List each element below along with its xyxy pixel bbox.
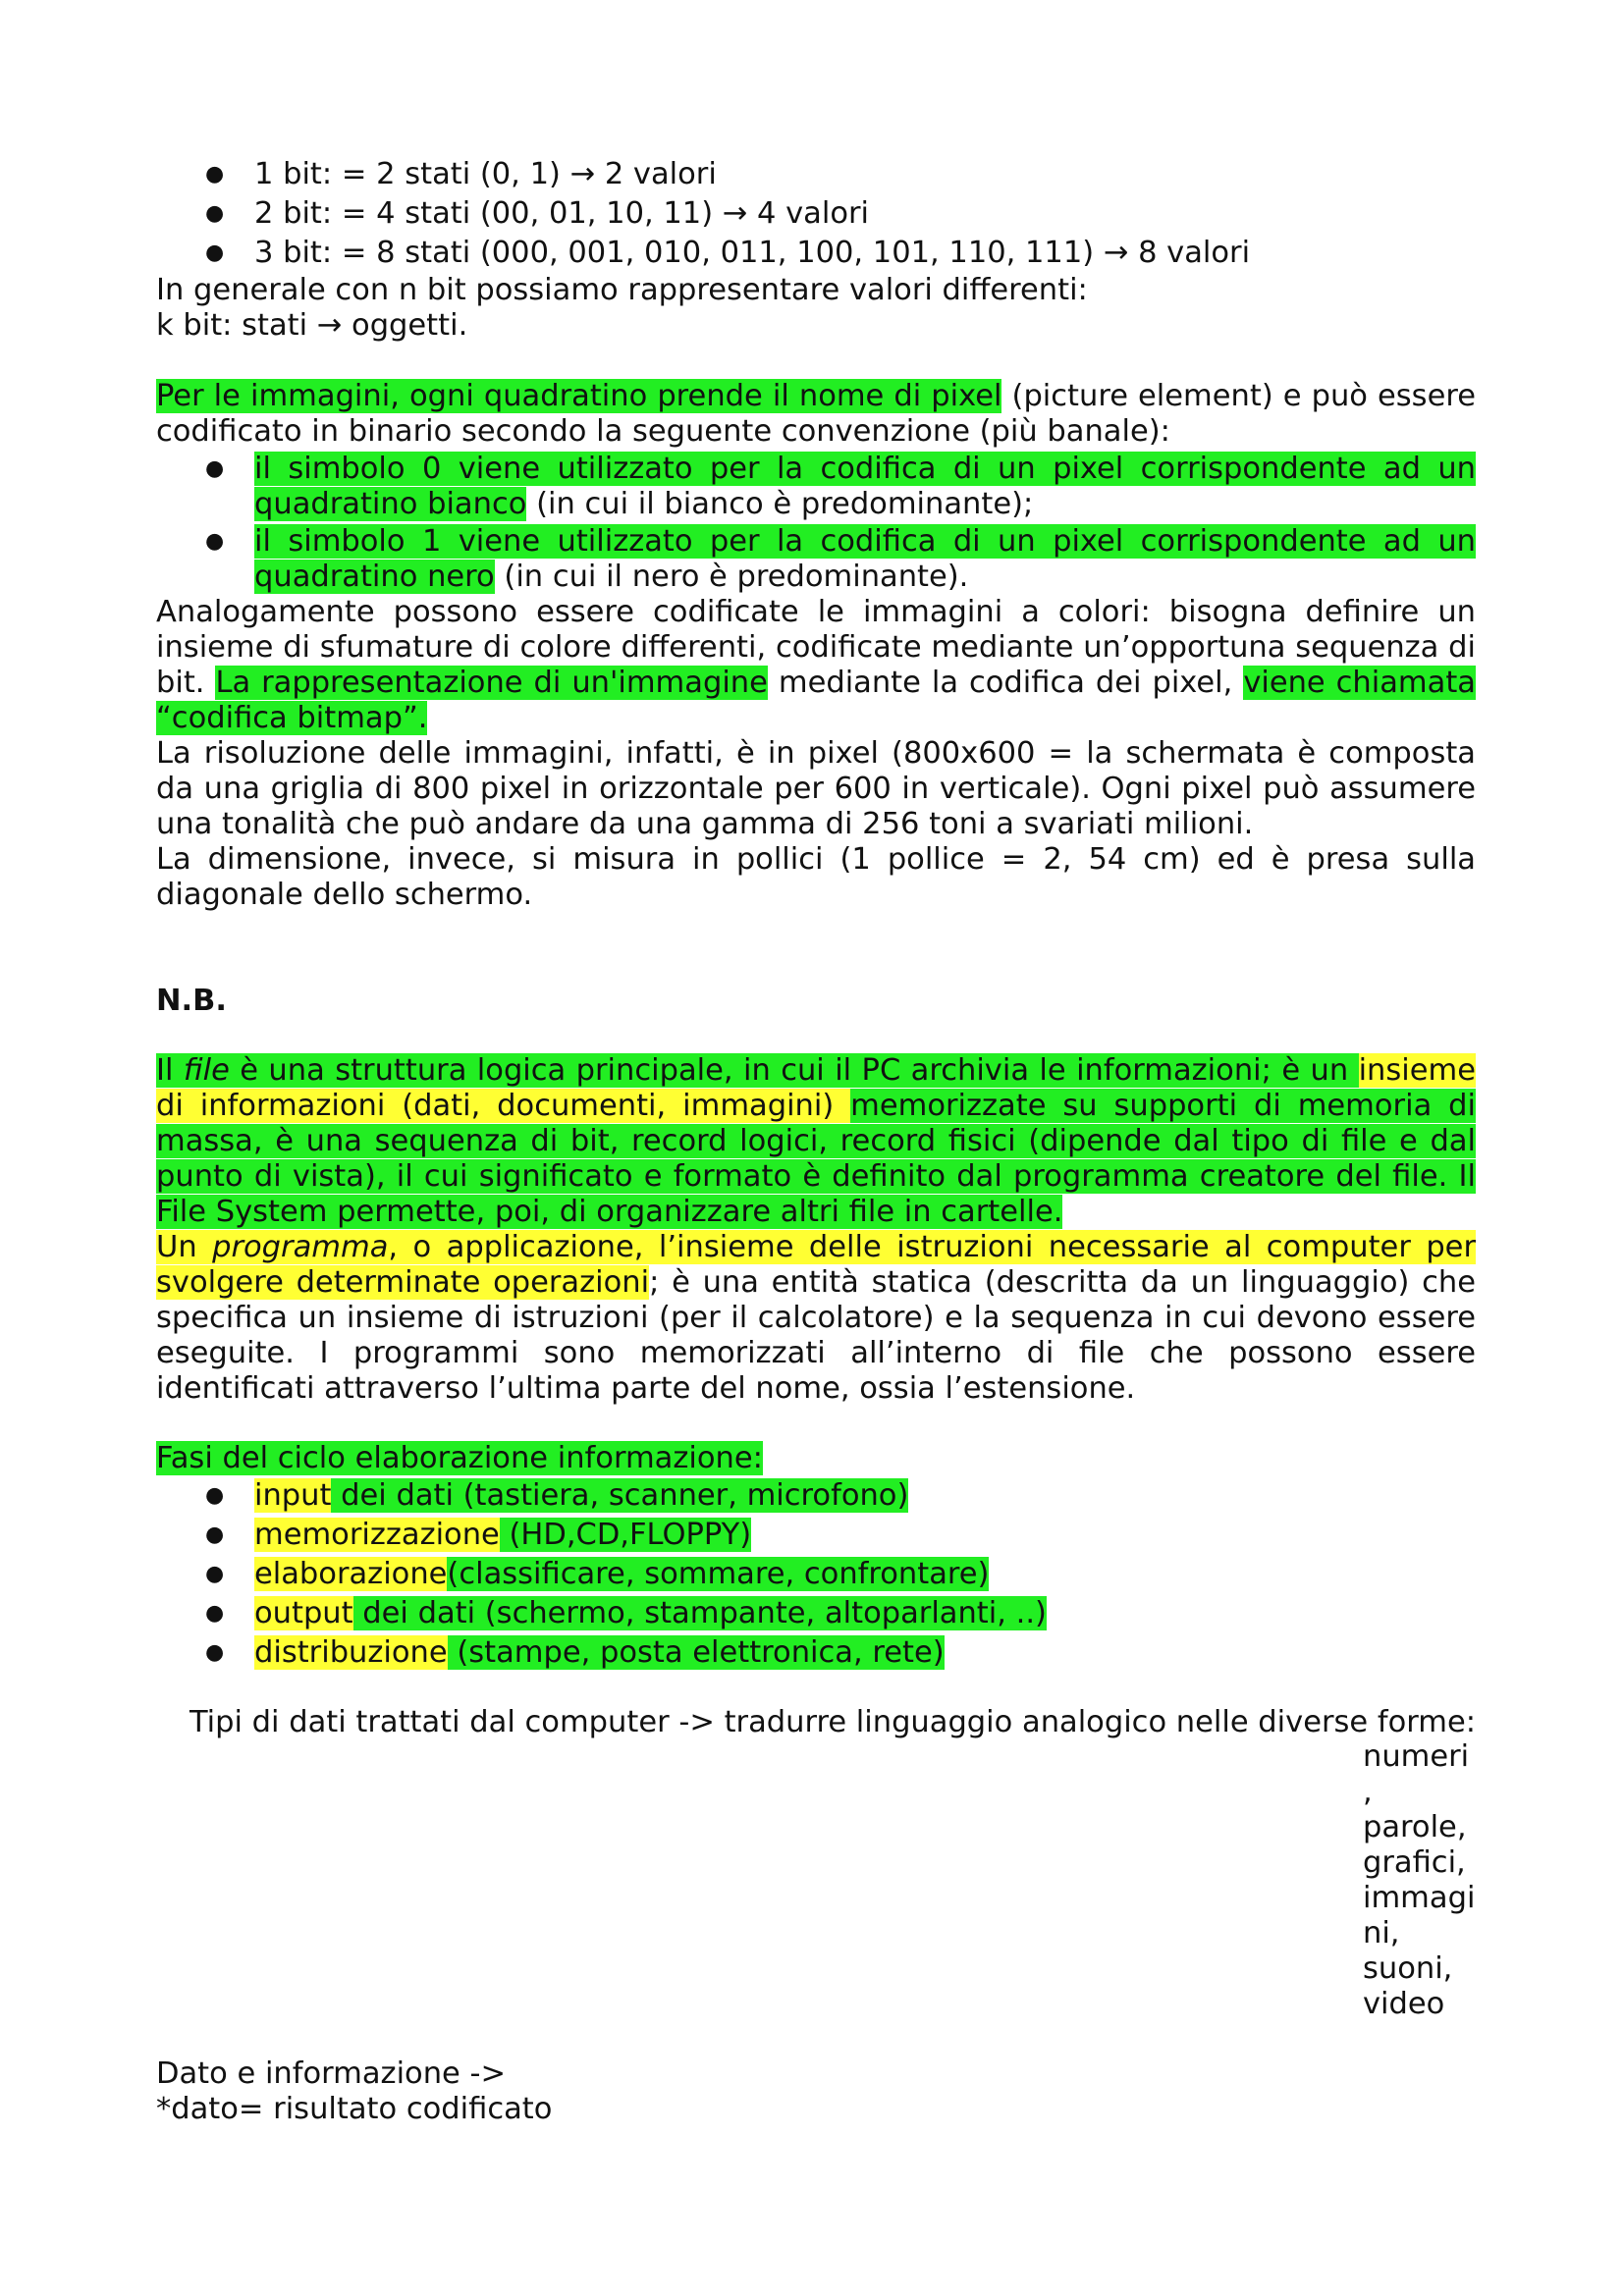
- file-text: Il: [156, 1053, 184, 1088]
- file-text: è una struttura logica principale, in cui il PC archivia le informazioni; è un: [229, 1053, 1359, 1088]
- programma-term: programma: [212, 1230, 389, 1264]
- highlight-green: (HD,CD,FLOPPY): [499, 1518, 752, 1552]
- tipi-item: numeri: [1363, 1739, 1470, 1774]
- list-item: [156, 452, 1476, 522]
- colori-text: mediante la codifica dei pixel,: [767, 666, 1244, 700]
- highlight-green: (classificare, sommare, confrontare): [447, 1557, 990, 1591]
- list-item: ● 2 bit: = 4 stati (00, 01, 10, 11) → 4 valori: [156, 196, 1476, 232]
- tipi-item: immagi: [1363, 1881, 1476, 1915]
- nb-heading: N.B.: [156, 984, 227, 1018]
- highlight-yellow: output: [254, 1596, 353, 1630]
- highlight-yellow: insieme di informazioni (dati, documenti, immagini): [156, 1053, 1476, 1123]
- list-item-text: (in cui il bianco è predominante);: [526, 487, 1034, 521]
- list-item: [156, 1635, 1476, 1671]
- file-paragraph: [156, 1053, 1476, 1230]
- list-item: [156, 1596, 1476, 1631]
- tipi-item: ni,: [1363, 1916, 1400, 1950]
- highlight-green: dei dati (schermo, stampante, altoparlanti, ..): [352, 1596, 1047, 1630]
- pixel-intro: [156, 379, 1476, 450]
- tipi-item: video: [1363, 1987, 1445, 2021]
- tipi-item: parole,: [1363, 1810, 1467, 1844]
- highlight-yellow: elaborazione: [254, 1557, 448, 1591]
- list-item: [156, 1478, 1476, 1514]
- colori-paragraph: [156, 595, 1476, 736]
- highlight-green: (stampe, posta elettronica, rete): [447, 1635, 945, 1670]
- tipi-line: Tipi di dati trattati dal computer -> tradurre linguaggio analogico nelle diverse forme:: [189, 1705, 1476, 1739]
- programma-text: ; è una entità statica (descritta da un linguaggio) che specifica un insieme di istruzioni (per il calcolatore) e la sequenza in cui devono essere eseguite. I programmi sono memorizzati all’interno di file che possono essere identificati attraverso l’ultima parte del nome, ossia l’estensione.: [156, 1265, 1476, 1406]
- list-item: ● 3 bit: = 8 stati (000, 001, 010, 011, 100, 101, 110, 111) → 8 valori: [156, 236, 1476, 271]
- list-item: [156, 1557, 1476, 1592]
- list-item: [156, 1518, 1476, 1553]
- list-item: ● 1 bit: = 2 stati (0, 1) → 2 valori: [156, 157, 1476, 192]
- file-term: file: [183, 1053, 230, 1088]
- highlight-green: La rappresentazione di un'immagine: [215, 666, 768, 700]
- highlight-green: viene chiamata “codifica bitmap”.: [156, 666, 1476, 735]
- list-item: [156, 524, 1476, 595]
- highlight-green: [156, 1053, 1359, 1088]
- tipi-column: [1363, 1739, 1476, 2022]
- highlight-green: il simbolo 0 viene utilizzato per la codifica di un pixel corrispondente ad un quadratino bianco: [254, 452, 1476, 521]
- dato-line-2: *dato= risultato codificato: [156, 2092, 553, 2126]
- dato-section: [156, 2056, 1476, 2127]
- highlight-yellow: distribuzione: [254, 1635, 448, 1670]
- fasi-title: [156, 1441, 1476, 1476]
- general-line-2: k bit: stati → oggetti.: [156, 308, 468, 343]
- highlight-green: Fasi del ciclo elaborazione informazione:: [156, 1441, 763, 1475]
- programma-text: , o applicazione, l’insieme delle istruzioni necessarie al computer per svolgere determinate operazioni: [156, 1230, 1476, 1300]
- tipi-item: grafici,: [1363, 1845, 1466, 1880]
- list-item-text: (in cui il nero è predominante).: [494, 560, 969, 594]
- pixel-list: [156, 452, 1476, 595]
- bits-list: [156, 157, 1476, 271]
- highlight-green: Per le immagini, ogni quadratino prende il nome di pixel: [156, 379, 1002, 413]
- dimensione-paragraph: La dimensione, invece, si misura in pollici (1 pollice = 2, 54 cm) ed è presa sulla diagonale dello schermo.: [156, 842, 1476, 912]
- colori-text: Analogamente possono essere codificate le immagini a colori: bisogna definire un insieme di sfumature di colore differenti, codificate mediante un’opportuna sequenza di bit.: [156, 595, 1476, 700]
- programma-paragraph: [156, 1230, 1476, 1407]
- highlight-green: dei dati (tastiera, scanner, microfono): [331, 1478, 909, 1513]
- file-section: [156, 1053, 1476, 1407]
- tipi-item: suoni,: [1363, 1951, 1453, 1986]
- dato-line-1: Dato e informazione ->: [156, 2056, 507, 2091]
- pixel-intro-text: (picture element) e può essere codificato in binario secondo la seguente convenzione (più banale):: [156, 379, 1476, 449]
- risoluzione-paragraph: La risoluzione delle immagini, infatti, è in pixel (800x600 = la schermata è composta da una griglia di 800 pixel in orizzontale per 600 in verticale). Ogni pixel può assumere una tonalità che può andare da una gamma di 256 toni a svariati milioni.: [156, 736, 1476, 841]
- highlight-yellow: input: [254, 1478, 332, 1513]
- fasi-list: [156, 1478, 1476, 1671]
- highlight-green: memorizzate su supporti di memoria di massa, è una sequenza di bit, record logici, record fisici (dipende dal tipo di file e dal punto di vista), il cui significato e formato è definito dal programma creatore del file. Il File System permette, poi, di organizzare altri file in cartelle.: [156, 1089, 1476, 1229]
- pixel-section: [156, 379, 1476, 913]
- general-line-1: In generale con n bit possiamo rappresentare valori differenti:: [156, 273, 1088, 307]
- fasi-section: [156, 1441, 1476, 1671]
- programma-text: Un: [156, 1230, 213, 1264]
- tipi-item: ,: [1363, 1775, 1373, 1809]
- highlight-yellow: memorizzazione: [254, 1518, 500, 1552]
- highlight-green: il simbolo 1 viene utilizzato per la codifica di un pixel corrispondente ad un quadratino nero: [254, 524, 1476, 594]
- general-paragraph: [156, 273, 1476, 344]
